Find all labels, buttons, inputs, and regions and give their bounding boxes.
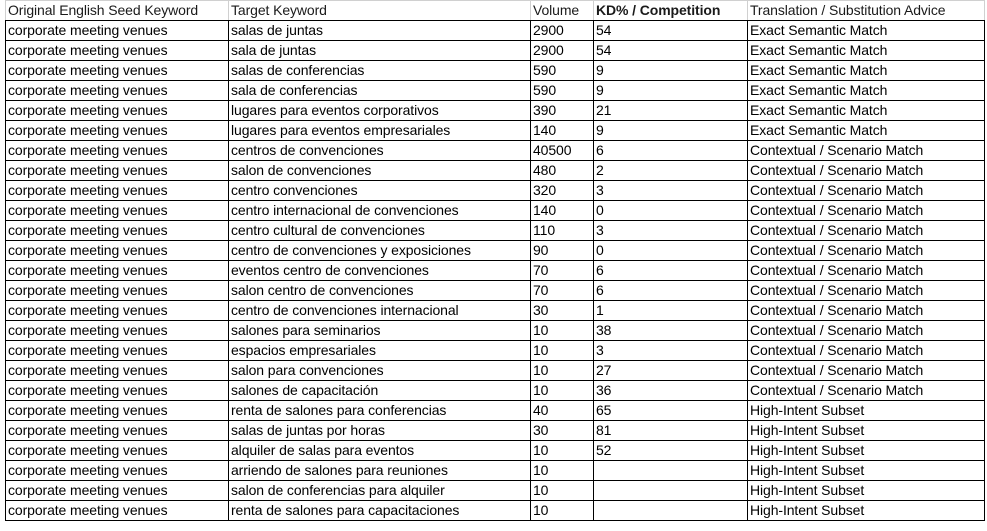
cell-translation-advice[interactable]: Exact Semantic Match	[748, 101, 985, 121]
table-row	[6, 41, 985, 61]
table-row	[6, 481, 985, 501]
cell-translation-advice[interactable]: Contextual / Scenario Match	[748, 281, 985, 301]
cell-target-keyword[interactable]: centro de convenciones internacional	[229, 301, 531, 321]
cell-kd-competition[interactable]: 65	[594, 401, 748, 421]
column-header-kd-competition[interactable]: KD% / Competition	[594, 1, 748, 21]
cell-volume[interactable]: 70	[531, 261, 594, 281]
cell-translation-advice[interactable]: High-Intent Subset	[748, 481, 985, 501]
cell-target-keyword[interactable]: centro cultural de convenciones	[229, 221, 531, 241]
spreadsheet-grid	[5, 0, 984, 521]
cell-seed-keyword[interactable]: corporate meeting venues	[6, 361, 229, 381]
cell-seed-keyword[interactable]: corporate meeting venues	[6, 181, 229, 201]
cell-volume[interactable]: 10	[531, 461, 594, 481]
cell-volume[interactable]: 2900	[531, 21, 594, 41]
cell-translation-advice[interactable]: Exact Semantic Match	[748, 61, 985, 81]
cell-kd-competition[interactable]: 6	[594, 281, 748, 301]
cell-seed-keyword[interactable]: corporate meeting venues	[6, 441, 229, 461]
cell-kd-competition[interactable]: 0	[594, 241, 748, 261]
table-row	[6, 141, 985, 161]
cell-target-keyword[interactable]: renta de salones para conferencias	[229, 401, 531, 421]
table-row	[6, 441, 985, 461]
cell-kd-competition[interactable]: 21	[594, 101, 748, 121]
cell-translation-advice[interactable]: Contextual / Scenario Match	[748, 161, 985, 181]
table-row	[6, 281, 985, 301]
table-row	[6, 161, 985, 181]
cell-target-keyword[interactable]: centro internacional de convenciones	[229, 201, 531, 221]
cell-volume[interactable]: 2900	[531, 41, 594, 61]
cell-seed-keyword[interactable]: corporate meeting venues	[6, 381, 229, 401]
cell-translation-advice[interactable]: Exact Semantic Match	[748, 41, 985, 61]
cell-translation-advice[interactable]: High-Intent Subset	[748, 461, 985, 481]
cell-target-keyword[interactable]: sala de conferencias	[229, 81, 531, 101]
cell-seed-keyword[interactable]: corporate meeting venues	[6, 101, 229, 121]
cell-kd-competition[interactable]: 52	[594, 441, 748, 461]
column-header-seed-keyword[interactable]: Original English Seed Keyword	[6, 1, 229, 21]
cell-translation-advice[interactable]: Contextual / Scenario Match	[748, 201, 985, 221]
cell-volume[interactable]: 590	[531, 81, 594, 101]
cell-translation-advice[interactable]: Contextual / Scenario Match	[748, 361, 985, 381]
cell-volume[interactable]: 480	[531, 161, 594, 181]
cell-seed-keyword[interactable]: corporate meeting venues	[6, 481, 229, 501]
cell-seed-keyword[interactable]: corporate meeting venues	[6, 21, 229, 41]
cell-target-keyword[interactable]: alquiler de salas para eventos	[229, 441, 531, 461]
cell-kd-competition[interactable]	[594, 481, 748, 501]
cell-target-keyword[interactable]: eventos centro de convenciones	[229, 261, 531, 281]
cell-seed-keyword[interactable]: corporate meeting venues	[6, 161, 229, 181]
cell-kd-competition[interactable]: 3	[594, 341, 748, 361]
cell-seed-keyword[interactable]: corporate meeting venues	[6, 421, 229, 441]
cell-target-keyword[interactable]: lugares para eventos corporativos	[229, 101, 531, 121]
cell-seed-keyword[interactable]: corporate meeting venues	[6, 241, 229, 261]
cell-kd-competition[interactable]: 27	[594, 361, 748, 381]
cell-kd-competition[interactable]: 6	[594, 261, 748, 281]
header-row	[6, 1, 985, 21]
cell-volume[interactable]: 140	[531, 201, 594, 221]
cell-volume[interactable]: 10	[531, 381, 594, 401]
column-header-translation-advice[interactable]: Translation / Substitution Advice	[748, 1, 985, 21]
column-header-volume[interactable]: Volume	[531, 1, 594, 21]
cell-translation-advice[interactable]: Contextual / Scenario Match	[748, 341, 985, 361]
cell-seed-keyword[interactable]: corporate meeting venues	[6, 401, 229, 421]
cell-translation-advice[interactable]: High-Intent Subset	[748, 441, 985, 461]
cell-kd-competition[interactable]: 3	[594, 181, 748, 201]
cell-seed-keyword[interactable]: corporate meeting venues	[6, 41, 229, 61]
table-row	[6, 421, 985, 441]
cell-target-keyword[interactable]: centros de convenciones	[229, 141, 531, 161]
cell-volume[interactable]: 390	[531, 101, 594, 121]
table-row	[6, 301, 985, 321]
cell-target-keyword[interactable]: salon de convenciones	[229, 161, 531, 181]
cell-seed-keyword[interactable]: corporate meeting venues	[6, 201, 229, 221]
cell-volume[interactable]: 40	[531, 401, 594, 421]
cell-volume[interactable]: 90	[531, 241, 594, 261]
cell-volume[interactable]: 590	[531, 61, 594, 81]
column-header-target-keyword[interactable]: Target Keyword	[229, 1, 531, 21]
cell-volume[interactable]: 10	[531, 361, 594, 381]
table-row	[6, 261, 985, 281]
cell-translation-advice[interactable]: High-Intent Subset	[748, 501, 985, 521]
cell-seed-keyword[interactable]: corporate meeting venues	[6, 321, 229, 341]
cell-translation-advice[interactable]: Contextual / Scenario Match	[748, 301, 985, 321]
cell-target-keyword[interactable]: salones para seminarios	[229, 321, 531, 341]
cell-kd-competition[interactable]: 9	[594, 121, 748, 141]
cell-kd-competition[interactable]: 9	[594, 61, 748, 81]
cell-target-keyword[interactable]: espacios empresariales	[229, 341, 531, 361]
cell-target-keyword[interactable]: salon de conferencias para alquiler	[229, 481, 531, 501]
cell-kd-competition[interactable]: 2	[594, 161, 748, 181]
table-row	[6, 101, 985, 121]
cell-translation-advice[interactable]: Exact Semantic Match	[748, 81, 985, 101]
cell-kd-competition[interactable]: 1	[594, 301, 748, 321]
table-row	[6, 321, 985, 341]
cell-translation-advice[interactable]: Contextual / Scenario Match	[748, 321, 985, 341]
keyword-table	[5, 0, 985, 521]
cell-kd-competition[interactable]	[594, 461, 748, 481]
table-row	[6, 341, 985, 361]
table-row	[6, 461, 985, 481]
cell-seed-keyword[interactable]: corporate meeting venues	[6, 261, 229, 281]
cell-target-keyword[interactable]: salas de juntas	[229, 21, 531, 41]
cell-target-keyword[interactable]: centro convenciones	[229, 181, 531, 201]
cell-translation-advice[interactable]: Contextual / Scenario Match	[748, 141, 985, 161]
cell-translation-advice[interactable]: High-Intent Subset	[748, 421, 985, 441]
cell-kd-competition[interactable]	[594, 501, 748, 521]
cell-volume[interactable]: 10	[531, 481, 594, 501]
cell-seed-keyword[interactable]: corporate meeting venues	[6, 61, 229, 81]
cell-seed-keyword[interactable]: corporate meeting venues	[6, 341, 229, 361]
cell-kd-competition[interactable]: 0	[594, 201, 748, 221]
cell-target-keyword[interactable]: salas de conferencias	[229, 61, 531, 81]
table-row	[6, 121, 985, 141]
cell-volume[interactable]: 10	[531, 501, 594, 521]
cell-translation-advice[interactable]: High-Intent Subset	[748, 401, 985, 421]
cell-target-keyword[interactable]: salones de capacitación	[229, 381, 531, 401]
table-row	[6, 501, 985, 521]
cell-target-keyword[interactable]: salon centro de convenciones	[229, 281, 531, 301]
cell-volume[interactable]: 10	[531, 321, 594, 341]
cell-target-keyword[interactable]: salas de juntas por horas	[229, 421, 531, 441]
cell-volume[interactable]: 140	[531, 121, 594, 141]
table-row	[6, 241, 985, 261]
cell-kd-competition[interactable]: 54	[594, 41, 748, 61]
cell-volume[interactable]: 70	[531, 281, 594, 301]
cell-kd-competition[interactable]: 38	[594, 321, 748, 341]
cell-seed-keyword[interactable]: corporate meeting venues	[6, 141, 229, 161]
cell-target-keyword[interactable]: lugares para eventos empresariales	[229, 121, 531, 141]
cell-target-keyword[interactable]: centro de convenciones y exposiciones	[229, 241, 531, 261]
cell-target-keyword[interactable]: arriendo de salones para reuniones	[229, 461, 531, 481]
cell-translation-advice[interactable]: Contextual / Scenario Match	[748, 181, 985, 201]
cell-translation-advice[interactable]: Contextual / Scenario Match	[748, 221, 985, 241]
cell-kd-competition[interactable]: 54	[594, 21, 748, 41]
table-row	[6, 361, 985, 381]
cell-seed-keyword[interactable]: corporate meeting venues	[6, 281, 229, 301]
cell-translation-advice[interactable]: Contextual / Scenario Match	[748, 241, 985, 261]
cell-volume[interactable]: 30	[531, 301, 594, 321]
cell-translation-advice[interactable]: Contextual / Scenario Match	[748, 261, 985, 281]
cell-target-keyword[interactable]: salon para convenciones	[229, 361, 531, 381]
cell-target-keyword[interactable]: renta de salones para capacitaciones	[229, 501, 531, 521]
cell-seed-keyword[interactable]: corporate meeting venues	[6, 221, 229, 241]
table-row	[6, 181, 985, 201]
table-row	[6, 21, 985, 41]
cell-volume[interactable]: 10	[531, 341, 594, 361]
cell-seed-keyword[interactable]: corporate meeting venues	[6, 121, 229, 141]
cell-volume[interactable]: 320	[531, 181, 594, 201]
cell-volume[interactable]: 10	[531, 441, 594, 461]
cell-volume[interactable]: 40500	[531, 141, 594, 161]
cell-kd-competition[interactable]: 9	[594, 81, 748, 101]
table-row	[6, 61, 985, 81]
table-row	[6, 381, 985, 401]
table-body	[6, 21, 985, 521]
cell-seed-keyword[interactable]: corporate meeting venues	[6, 501, 229, 521]
cell-kd-competition[interactable]: 81	[594, 421, 748, 441]
cell-translation-advice[interactable]: Exact Semantic Match	[748, 121, 985, 141]
cell-kd-competition[interactable]: 6	[594, 141, 748, 161]
cell-translation-advice[interactable]: Contextual / Scenario Match	[748, 381, 985, 401]
cell-volume[interactable]: 110	[531, 221, 594, 241]
table-row	[6, 81, 985, 101]
table-row	[6, 201, 985, 221]
cell-translation-advice[interactable]: Exact Semantic Match	[748, 21, 985, 41]
cell-kd-competition[interactable]: 36	[594, 381, 748, 401]
cell-seed-keyword[interactable]: corporate meeting venues	[6, 461, 229, 481]
table-row	[6, 401, 985, 421]
table-row	[6, 221, 985, 241]
cell-seed-keyword[interactable]: corporate meeting venues	[6, 81, 229, 101]
cell-target-keyword[interactable]: sala de juntas	[229, 41, 531, 61]
cell-volume[interactable]: 30	[531, 421, 594, 441]
cell-seed-keyword[interactable]: corporate meeting venues	[6, 301, 229, 321]
cell-kd-competition[interactable]: 3	[594, 221, 748, 241]
